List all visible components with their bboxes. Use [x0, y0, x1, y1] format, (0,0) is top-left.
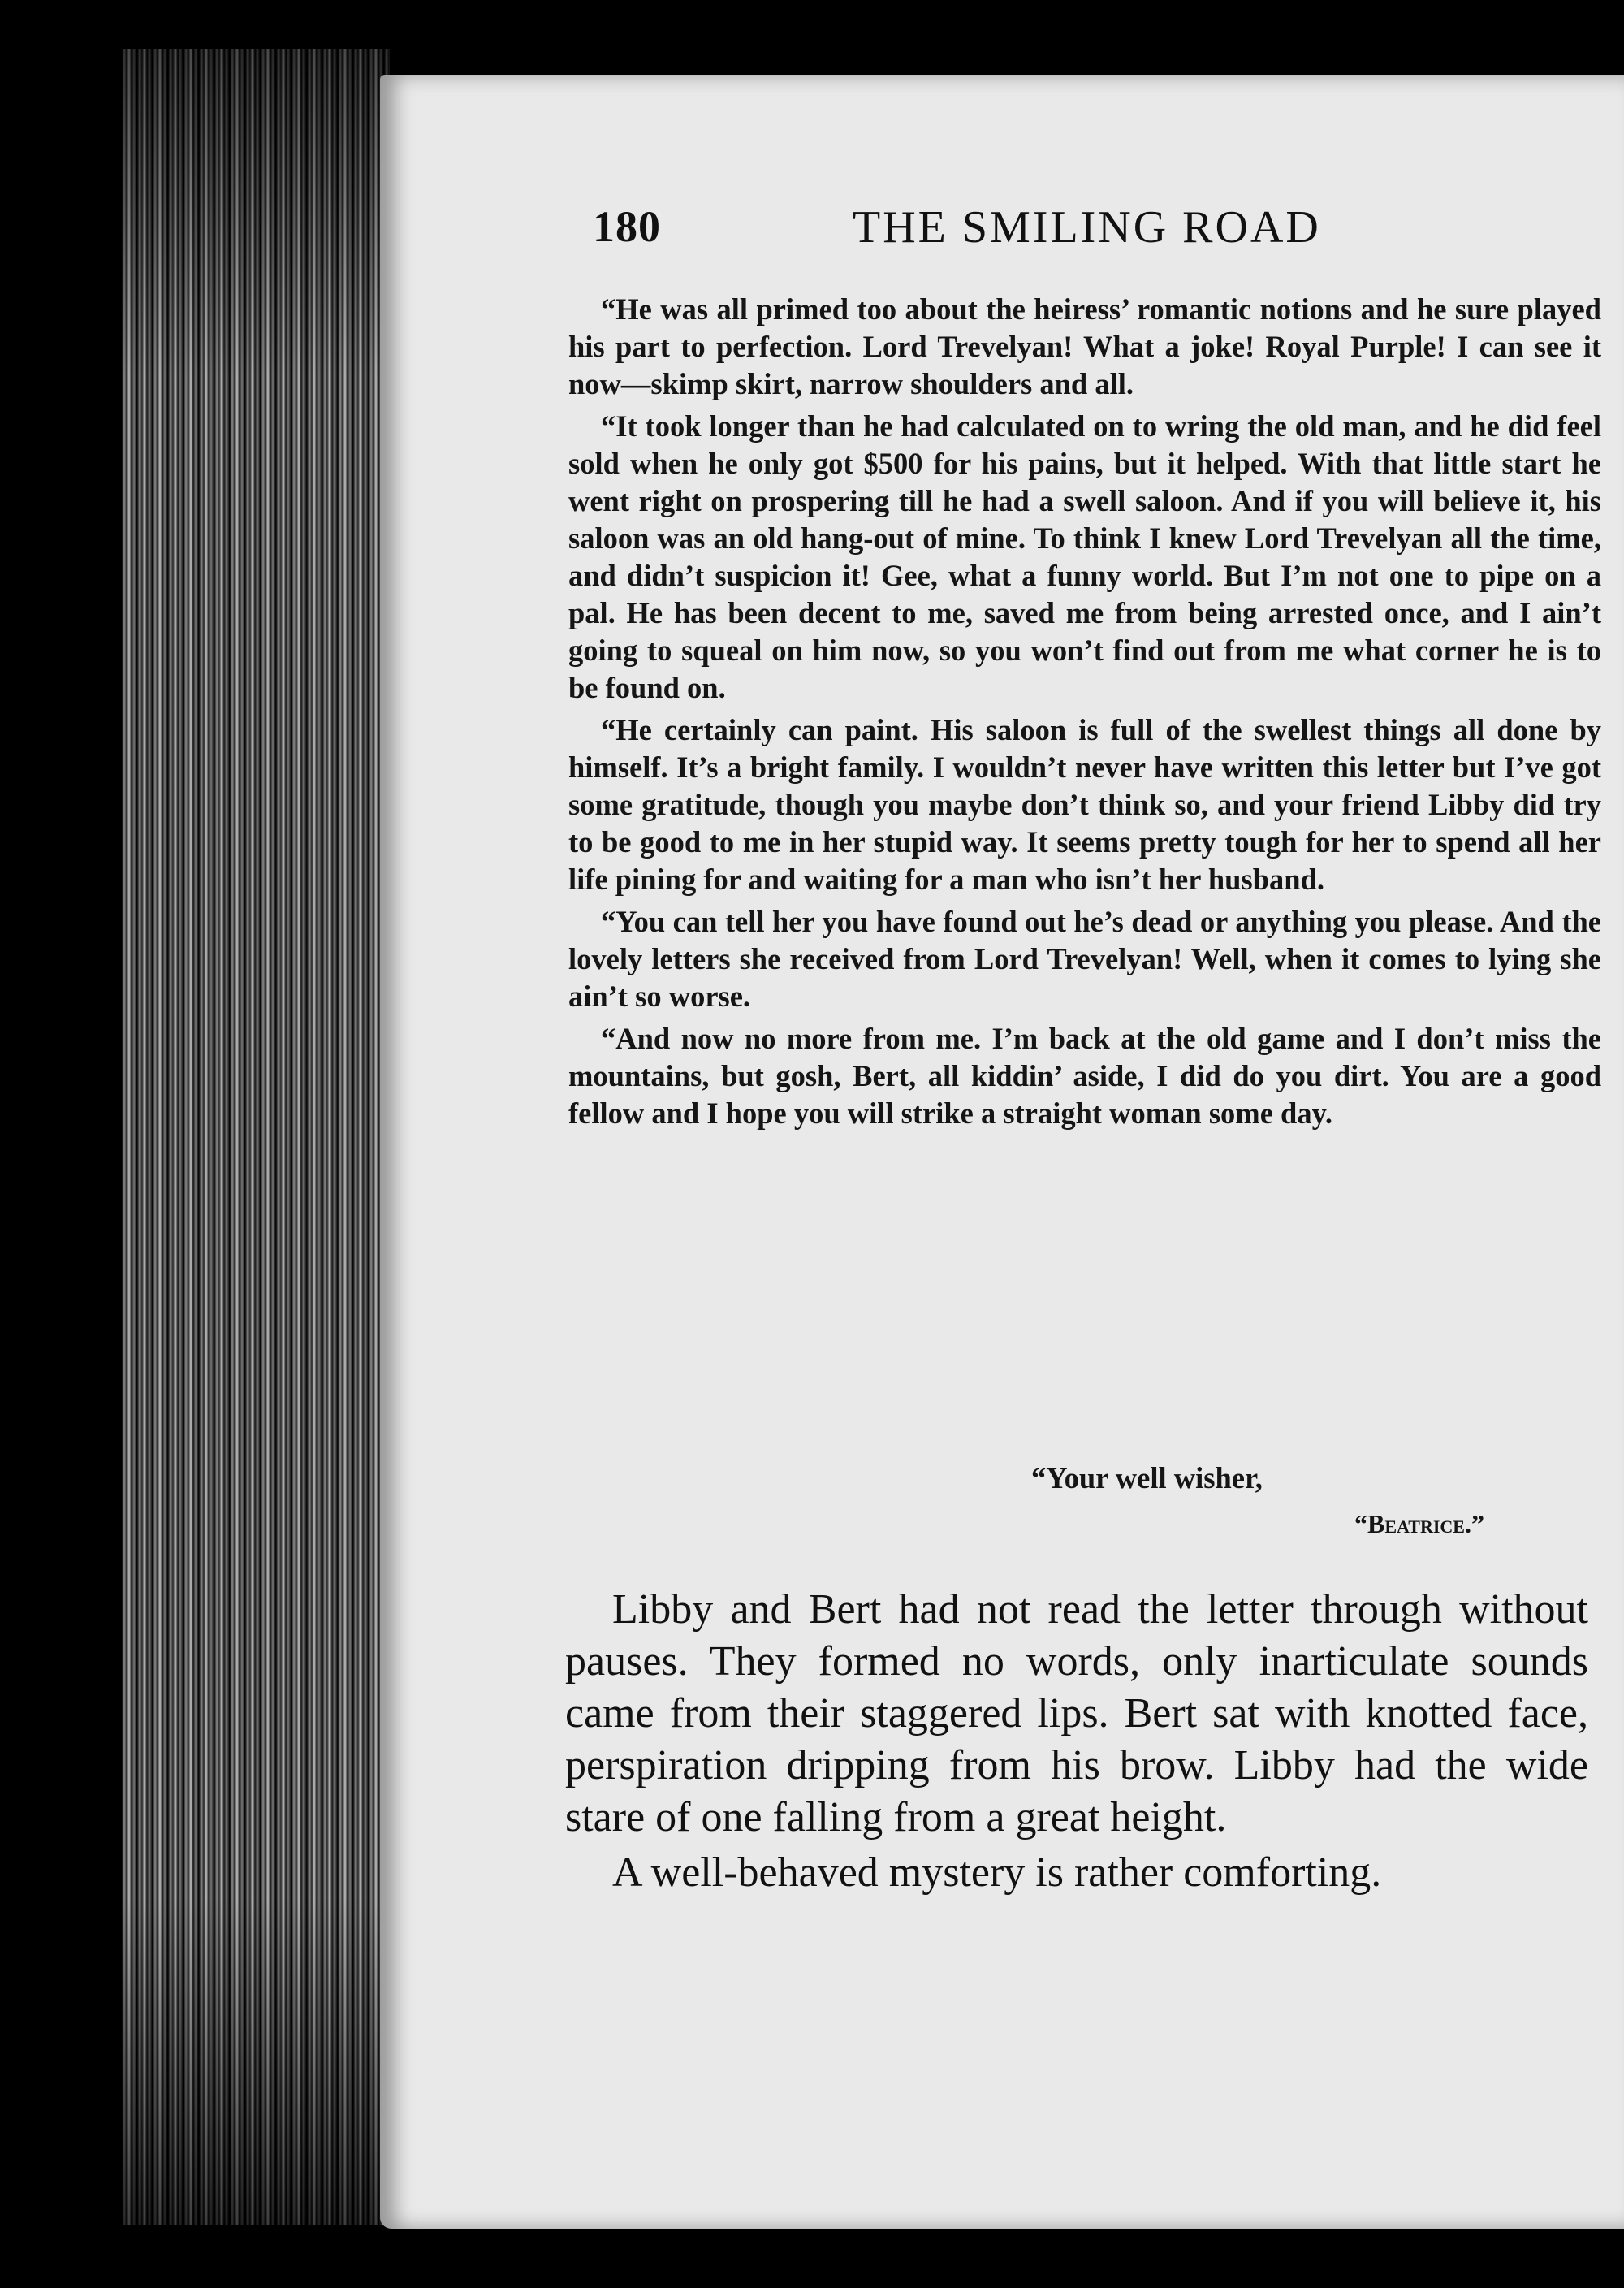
letter-paragraph: “You can tell her you have found out he’s dead or anything you please. And the lovely letters she received from Lord Trevelyan! Well, when it comes to lying she ain’t so worse.	[568, 905, 1601, 1013]
narrative-paragraph: Libby and Bert had not read the letter through without pauses. They formed no words, only inarticulate sounds came from their staggered lips. Bert sat with knotted face, perspiration dripping from his brow. Libby had the wide stare of one falling from a great height.	[565, 1586, 1588, 1840]
letter-paragraph: “It took longer than he had calculated on to wring the old man, and he did feel sold when he only got $500 for his pains, but it helped. With that little start he went right on prospering till he had a swell saloon. And if you will believe it, his saloon was an old hang-out of mine. To think I knew Lord Trevelyan all the time, and didn’t suspicion it! Gee, what a funny world. But I’m not one to pipe on a pal. He has been decent to me, saved me from being arrested once, and I ain’t going to squeal on him now, so you won’t find out from me what corner he is to be found on.	[568, 409, 1601, 704]
letter-paragraph: “He was all primed too about the heiress’ romantic notions and he sure played his part to perfection. Lord Trevelyan! What a joke! Royal Purple! I can see it now—skimp skirt, narrow shoulders and all.	[568, 292, 1601, 400]
letter-text	[568, 291, 1601, 1137]
narrative-text	[565, 1584, 1588, 1902]
letter-paragraph: “And now no more from me. I’m back at the old game and I don’t miss the mountains, but gosh, Bert, all kiddin’ aside, I did do you dirt. You are a good fellow and I hope you will strike a straight woman some day.	[568, 1022, 1601, 1130]
page-number: 180	[593, 202, 661, 251]
book-page-edges	[122, 49, 390, 2225]
page-header	[593, 201, 1608, 266]
narrative-paragraph: A well-behaved mystery is rather comforting.	[612, 1849, 1382, 1896]
letter-paragraph: “He certainly can paint. His saloon is full of the swellest things all done by himself. It’s a bright family. I wouldn’t never have written this letter but I’ve got some gratitude, though you maybe don’t think so, and your friend Libby did try to be good to me in her stupid way. It seems pretty tough for her to spend all her life pining for and waiting for a man who isn’t her husband.	[568, 713, 1601, 896]
letter-sign-off: “Your well wisher,	[1031, 1461, 1263, 1494]
running-title: THE SMILING ROAD	[853, 202, 1321, 253]
letter-signature: “Beatrice.”	[1354, 1509, 1484, 1538]
